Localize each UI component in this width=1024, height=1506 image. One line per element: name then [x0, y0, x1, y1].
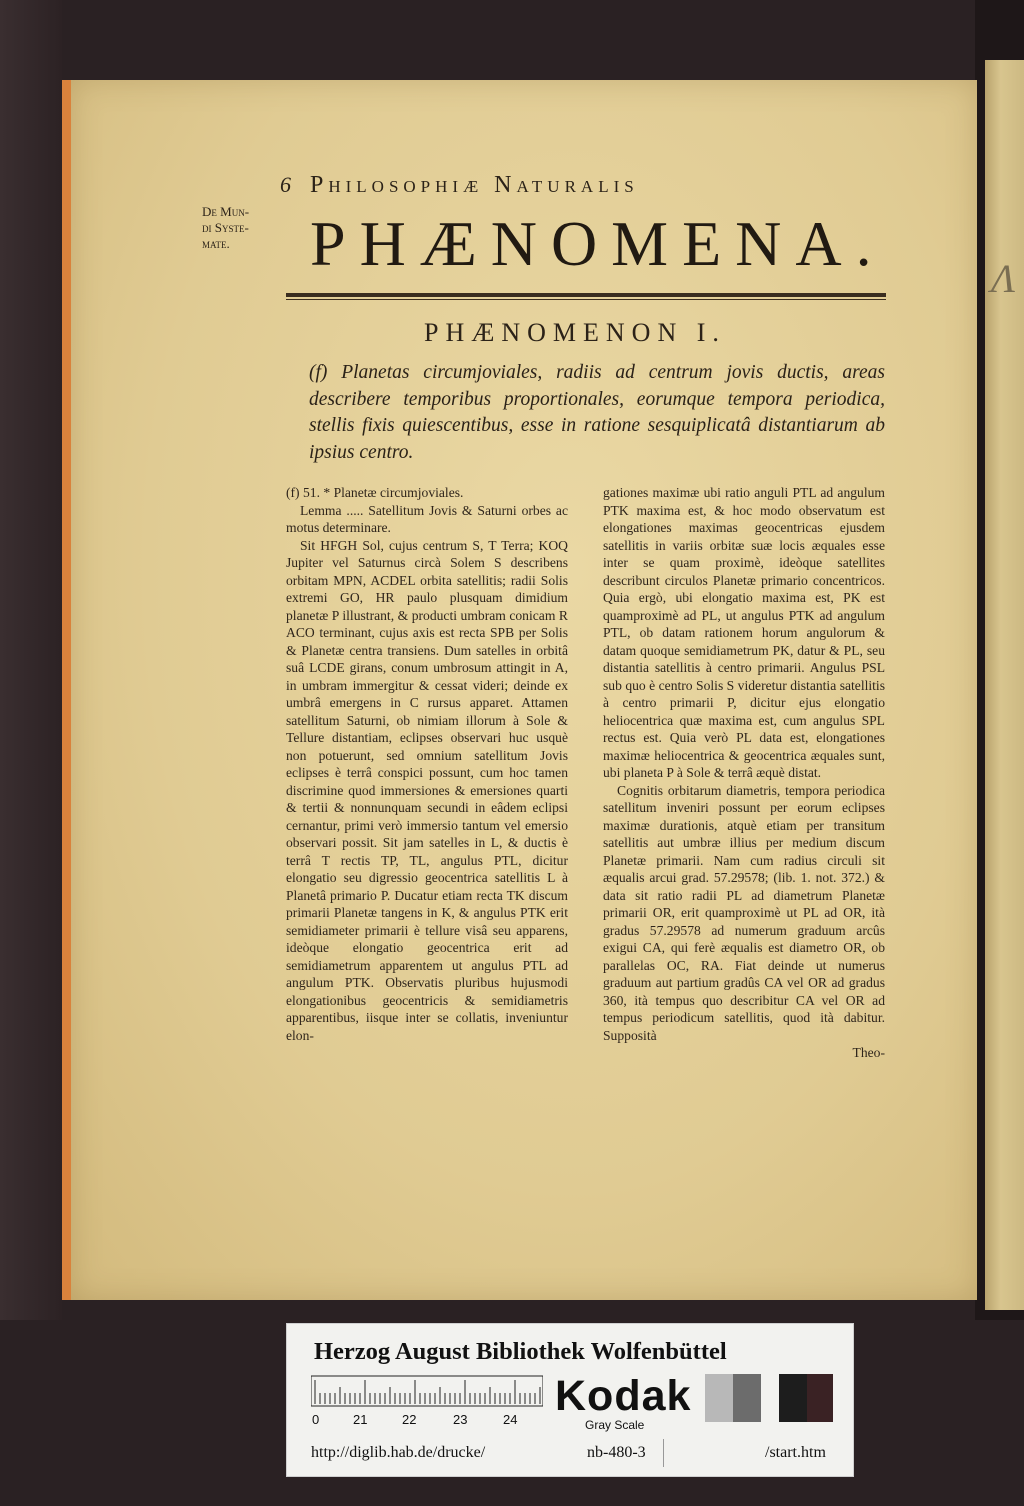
catchword: Theo- — [852, 1045, 885, 1060]
catalog-id: nb-480-3 — [587, 1444, 646, 1461]
kodak-logo: Kodak — [555, 1372, 692, 1420]
ruler-number: 21 — [353, 1412, 368, 1427]
body-paragraph: gationes maximæ ubi ratio anguli PTL ad angulum PTK maxima est, & hoc modo observatum est elongationes maximas geocentricas ejusdem satellitis in variis orbitæ suæ locis æquales esse inter se quam proximè, ideòque satellites describunt circulos Planetæ primario concentricos. Quia ergò, ubi elongatio maxima est, PK est quamproximè ad PL, ut angulus PTK ad angulum PTL, ob datam rationem horum angulorum & datam quoque semidiametrum PK, datur & PL, seu distantia satellitis à centro primarii. Angulus PSL sub quo è centro Solis S videretur distantia satellitis à centro primarii P, dicitur ejus elongatio heliocentrica quæ maxima est, cum angulus SPL rectus est. Quia verò PL data est, elongationes maximæ heliocentrica & geocentrica æquales sunt, ubi planeta P à Sole & terrâ æquè distat. — [603, 485, 885, 780]
library-card — [286, 1323, 854, 1477]
left-column — [286, 484, 568, 1044]
gray-patch-mid — [733, 1374, 761, 1422]
library-url: http://diglib.hab.de/drucke/ — [311, 1444, 486, 1461]
background-left — [0, 0, 62, 1320]
gray-scale-label: Gray Scale — [585, 1418, 645, 1432]
title-rule-thin — [286, 299, 886, 300]
page-title: PHÆNOMENA. — [310, 208, 886, 279]
ruler-number: 22 — [402, 1412, 417, 1427]
gray-patch-light — [705, 1374, 733, 1422]
ruler-number: 24 — [503, 1412, 518, 1427]
facing-page-edge: Λ — [985, 60, 1024, 1310]
proposition-text: (f) Planetas circumjoviales, radiis ad centrum jovis ductis, areas describere temporibus proportionales, eorumque tempora periodica, stellis fixis quiescentibus, esse in ratione sesquiplicatâ distantiarum ab ipsius centro. — [309, 362, 885, 463]
margin-note: De Mun- di Syste- mate. — [202, 204, 250, 251]
body-paragraph: Cognitis orbitarum diametris, tempora periodica satellitum inveniri possunt per eorum eclipses maximæ durationis, atquè etiam per transitum satellitis aut umbræ illius per medium discum Planetæ primarii. Nam cum radius circuli sit æqualis arcui grad. 57.29578; (lib. 1. not. 372.) & data sit ratio radii PL ad diametrum Planetæ primarii OR, erit quamproximè ut PL ad OR, ità gradus 57.29578 ad numerum graduum arcûs exigui CA, qui ferè æqualis est diametro OR, ob parallelas OC, RA. Fiat deinde ut numerus graduum aut partium gradûs CA vel OR ad gradus 360, ità tempus quo describitur CA vel OR ad tempus periodicum satellitis, quod ità dabitur. Supposità — [603, 782, 885, 1043]
gray-patch-dark — [779, 1374, 807, 1422]
lemma-text: Lemma ..... Satellitum Jovis & Saturni orbes ac motus determinare. — [286, 502, 568, 535]
running-head: Philosophiæ Naturalis — [310, 172, 639, 198]
footnote-heading: (f) 51. * Planetæ circumjoviales. — [286, 485, 464, 500]
library-name: Herzog August Bibliothek Wolfenbüttel — [314, 1338, 727, 1365]
section-title: PHÆNOMENON I. — [424, 318, 726, 347]
gray-patch-white — [761, 1374, 779, 1422]
start-page-link: /start.htm — [765, 1444, 826, 1461]
right-column — [603, 484, 885, 1062]
gray-patch-black — [807, 1374, 833, 1422]
body-paragraph: Sit HFGH Sol, cujus centrum S, T Terra; KOQ Jupiter vel Saturnus circà Solem S describens orbitam MPN, ACDEL orbita satellitis; radii Solis extremi GO, HR paulo plusquam dimidium planetæ P illustrant, & producti umbram conicam R ACO terminant, cujus axis est recta SPB per Solis & Planetæ centra transiens. Dum satelles in orbitâ suâ LCDE girans, conum umbrosum attingit in A, in umbram immergitur & cessat videri; deinde ex umbrâ emergens in C rursus apparet. Attamen satellitum Saturni, ob nimiam illorum à Sole & Tellure distantiam, eclipses observari huc usquè non potuerunt, sed omnium satellitum Jovis eclipses è terrâ conspici possunt, cum hoc tamen discrimine quod immersiones & emersiones quarti & tertii & nonnunquam secundi in eâdem eclipsi cernantur, primi verò immersio tantum vel emersio observari possit. Sit jam satelles in L, & ductis è terrâ T rectis TP, TL, angulus PTL, dicitur elongatio seu digressio geocentrica satellitis L à Planetâ primario P. Ducatur etiam recta TK discum primarii Planetæ tangens in K, & angulus PTK erit semidiameter primarii è tellure visâ seu apparens, ideòque elongatio geocentrica erit ad semidiametrum apparentem ut angulus PTL ad angulum PTK. Observatis pluribus hujusmodi elongationibus geocentricis & semidiametris apparentibus, iisque inter se collatis, inveniuntur elon- — [286, 537, 568, 1043]
card-separator — [663, 1439, 664, 1467]
ruler-number: 0 — [312, 1412, 320, 1427]
ruler-scale — [311, 1374, 543, 1414]
title-rule — [286, 293, 886, 297]
page-number: 6 — [280, 172, 291, 197]
ruler-number: 23 — [453, 1412, 468, 1427]
